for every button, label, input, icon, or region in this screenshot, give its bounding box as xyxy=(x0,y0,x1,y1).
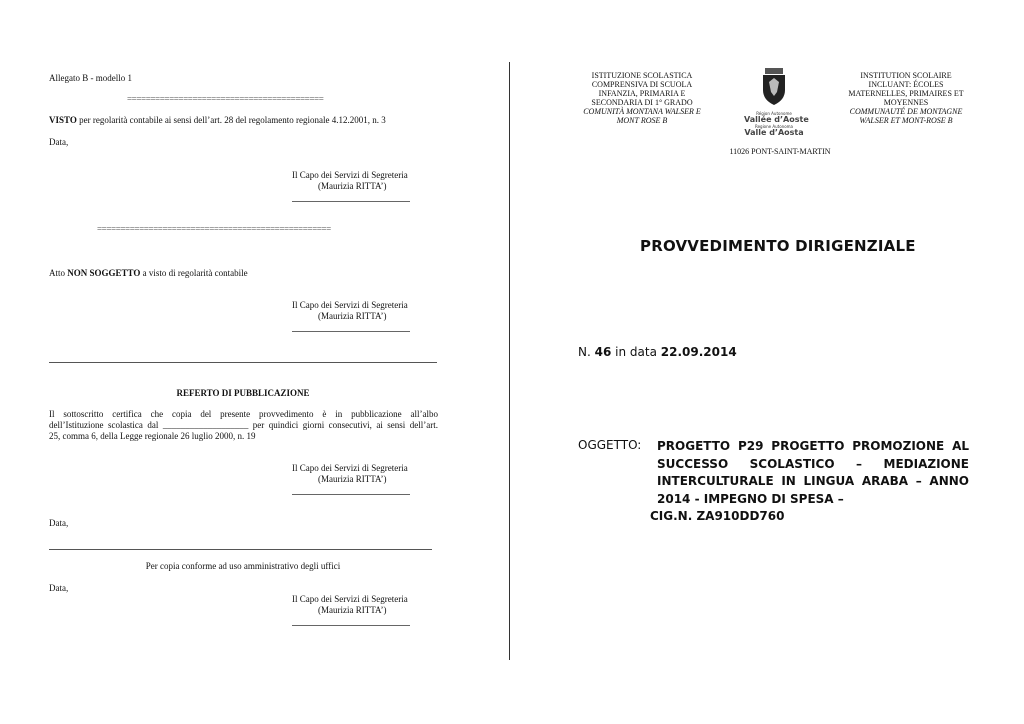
coat-of-arms-icon xyxy=(759,68,789,106)
header-line: COMMUNAUTÉ DE MONTAGNE xyxy=(849,107,963,116)
atto-statement xyxy=(49,268,248,279)
signatory-title: Il Capo dei Servizi di Segreteria xyxy=(292,594,408,604)
oggetto-line: 2014 - IMPEGNO DI SPESA – xyxy=(657,491,844,506)
copia-conforme: Per copia conforme ad uso amministrativo degli uffici xyxy=(145,561,341,571)
address: 11026 PONT-SAINT-MARTIN xyxy=(729,147,831,156)
header-line: COMPRENSIVA DI SCUOLA xyxy=(591,80,693,89)
horizontal-rule xyxy=(49,549,432,550)
header-line: MATERNELLES, PRIMAIRES ET xyxy=(848,89,964,98)
signatory-name: (Maurizia RITTA’) xyxy=(318,605,387,615)
oggetto-line: SUCCESSO SCOLASTICO – MEDIAZIONE xyxy=(657,456,969,471)
oggetto-label xyxy=(578,438,641,452)
referto-line: 25, comma 6, della Legge regionale 26 luglio 2000, n. 19 xyxy=(49,431,256,441)
header-french xyxy=(842,71,970,125)
referto-line: dell’Istituzione scolastica dal ___________________ per quindici giorni consecutivi, ai sensi dell’art. xyxy=(49,420,438,430)
signature-block xyxy=(292,594,412,616)
visto-text: per regolarità contabile ai sensi dell’art. 28 del regolamento regionale 4.12.2001, n. 3 xyxy=(76,115,386,125)
logo-line: Vallée d’Aoste xyxy=(744,115,809,124)
visto-statement xyxy=(49,115,449,126)
oggetto-label-text: OGGETTO: xyxy=(578,438,642,452)
num-prefix: N. xyxy=(578,345,591,359)
signature-line xyxy=(292,494,410,495)
signatory-title: Il Capo dei Servizi di Segreteria xyxy=(292,170,408,180)
header-line: MOYENNES xyxy=(883,98,929,107)
oggetto-line: PROGETTO P29 PROGETTO PROMOZIONE AL xyxy=(657,439,969,453)
signatory-name: (Maurizia RITTA’) xyxy=(318,474,387,484)
horizontal-rule xyxy=(49,362,437,363)
header-line: COMUNITÀ MONTANA WALSER E xyxy=(583,107,701,116)
signatory-name: (Maurizia RITTA’) xyxy=(318,181,387,191)
separator-line: ================================================== xyxy=(97,224,331,234)
allegato-label: Allegato B - modello 1 xyxy=(49,73,132,83)
date-value: 22.09.2014 xyxy=(660,345,737,359)
signatory-title: Il Capo dei Servizi di Segreteria xyxy=(292,300,408,310)
signature-line xyxy=(292,625,410,626)
atto-text: a visto di regolarità contabile xyxy=(140,268,248,278)
num-value: 46 xyxy=(594,345,612,359)
header-line: INCLUANT: ÉCOLES xyxy=(868,80,944,89)
header-line: INSTITUTION SCOLAIRE xyxy=(860,71,952,80)
header-line: INFANZIA, PRIMARIA E xyxy=(598,89,686,98)
region-logo xyxy=(744,68,809,140)
referto-line: Il sottoscritto certifica che copia del presente provvedimento è in pubblicazione all’albo xyxy=(49,409,438,419)
atto-prefix: Atto xyxy=(49,268,68,278)
signature-block xyxy=(292,170,412,192)
separator-line: ========================================== xyxy=(127,94,324,104)
page-title: PROVVEDIMENTO DIRIGENZIALE xyxy=(640,237,916,255)
logo-line: Région Autonome xyxy=(756,111,792,116)
num-mid: in data xyxy=(615,345,657,359)
data-label: Data, xyxy=(49,518,69,528)
oggetto-body xyxy=(650,438,969,526)
signatory-name: (Maurizia RITTA’) xyxy=(318,311,387,321)
visto-bold: VISTO xyxy=(49,115,77,125)
atto-bold: NON SOGGETTO xyxy=(67,268,141,278)
oggetto-line: CIG.N. ZA910DD760 xyxy=(650,509,785,523)
document-number xyxy=(578,345,737,359)
logo-line: Regione Autonoma xyxy=(754,124,794,129)
referto-text xyxy=(49,409,438,442)
signature-line xyxy=(292,201,410,202)
header-line: MONT ROSE B xyxy=(616,116,668,125)
signature-block xyxy=(292,463,412,485)
signature-line xyxy=(292,331,410,332)
header-line: ISTITUZIONE SCOLASTICA xyxy=(591,71,693,80)
referto-title: REFERTO DI PUBBLICAZIONE xyxy=(176,388,310,398)
data-label: Data, xyxy=(49,137,69,147)
header-line: WALSER ET MONT-ROSE B xyxy=(859,116,953,125)
header-line: SECONDARIA DI 1° GRADO xyxy=(591,98,693,107)
oggetto-line: INTERCULTURALE IN LINGUA ARABA – ANNO xyxy=(657,474,969,488)
header-italian xyxy=(578,71,706,125)
page-divider xyxy=(509,62,510,660)
logo-line: Valle d’Aosta xyxy=(744,128,804,137)
data-label: Data, xyxy=(49,583,69,593)
signatory-title: Il Capo dei Servizi di Segreteria xyxy=(292,463,408,473)
signature-block xyxy=(292,300,412,322)
